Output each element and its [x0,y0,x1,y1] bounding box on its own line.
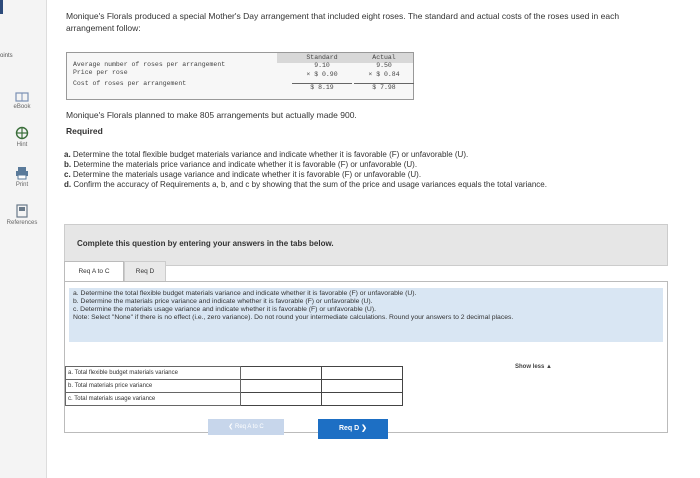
answer-panel [64,281,668,433]
sidebar-item-references[interactable] [0,204,44,226]
instruction-line: c. Determine the materials usage variance and indicate whether it is favorable (F) or unfavorable (U). [73,306,376,313]
actual-value: $ 7.98 [354,83,414,91]
cost-table [66,52,414,100]
tab-req-d[interactable]: Req D [124,261,166,283]
answer-table [65,366,403,406]
instruction-note: Note: Select "None" if there is no effect (i.e., zero variance). Do not round your intermediate calculations. Round your answers to 2 decimal places. [73,314,514,321]
next-tab-button[interactable]: Req D ❯ [318,419,388,439]
references-icon [16,204,28,218]
favorability-select[interactable] [322,380,403,393]
tab-req-a-to-c[interactable]: Req A to C [64,261,124,282]
amount-input[interactable] [241,380,322,393]
required-heading: Required [66,126,103,136]
actual-value: 9.50 [376,62,392,69]
sidebar-item-label: References [6,220,38,226]
instruction-line: a. Determine the total flexible budget materials variance and indicate whether it is favorable (F) or unfavorable (U). [73,290,417,297]
table-row [66,367,403,380]
hint-icon [15,126,29,140]
answer-label: c. Total materials usage variance [66,393,241,406]
standard-value: $ 8.19 [292,83,352,91]
sidebar-item-print[interactable] [0,166,44,188]
banner-text: Complete this question by entering your answers in the tabs below. [77,239,334,248]
favorability-select[interactable] [322,393,403,406]
sidebar-item-label: eBook [13,104,31,110]
requirements-list [64,150,624,190]
requirement-item: c. Determine the materials usage variance and indicate whether it is favorable (F) or unfavorable (U). [64,170,422,179]
points-label: oints [0,53,13,59]
favorability-select[interactable] [322,367,403,380]
sidebar-item-ebook[interactable] [0,92,44,110]
row-label: Cost of roses per arrangement [73,80,187,87]
requirement-item: d. Confirm the accuracy of Requirements a, b, and c by showing that the sum of the price and usage variances equals the total variance. [64,180,547,189]
plan-text: Monique's Florals planned to make 805 arrangements but actually made 900. [66,110,357,120]
requirement-item: a. Determine the total flexible budget materials variance and indicate whether it is favorable (F) or unfavorable (U). [64,150,469,159]
row-label: Price per rose [73,69,128,76]
table-row [66,380,403,393]
instructions-banner [64,224,668,266]
answer-label: a. Total flexible budget materials variance [66,367,241,380]
standard-value: 9.10 [314,62,330,69]
sidebar-item-label: Hint [16,142,28,148]
row-label: Average number of roses per arrangement [73,61,226,68]
table-row [66,393,403,406]
col-standard-header: Standard [306,54,338,61]
tab-instructions [69,288,663,342]
sidebar-item-hint[interactable] [0,126,44,148]
sidebar-edge-marker [0,0,3,14]
print-icon [15,166,29,180]
show-less-toggle[interactable]: Show less ▲ [515,364,552,370]
answer-label: b. Total materials price variance [66,380,241,393]
ebook-icon [15,92,29,102]
actual-value: × $ 0.84 [368,71,400,78]
col-actual-header: Actual [372,54,396,61]
instruction-line: b. Determine the materials price variance and indicate whether it is favorable (F) or unfavorable (U). [73,298,373,305]
amount-input[interactable] [241,367,322,380]
sidebar-item-label: Print [15,182,29,188]
problem-intro: Monique's Florals produced a special Mother's Day arrangement that included eight roses. The standard and actual costs of the roses used in each arrangement follow: [66,11,620,33]
amount-input[interactable] [241,393,322,406]
sidebar [0,0,47,478]
requirement-item: b. Determine the materials price variance and indicate whether it is favorable (F) or unfavorable (U). [64,160,418,169]
standard-value: × $ 0.90 [306,71,338,78]
prev-tab-button[interactable]: ❮ Req A to C [208,419,284,435]
